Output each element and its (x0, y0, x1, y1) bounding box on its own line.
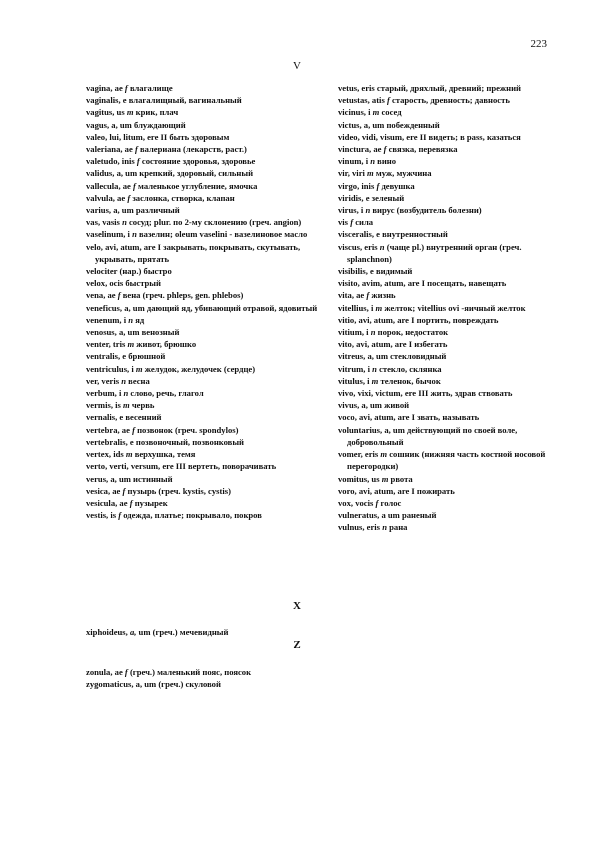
dictionary-entry: vir, viri m муж, мужчина (338, 168, 432, 179)
dictionary-entry: vita, ae f жизнь (338, 290, 396, 301)
section-letter-z: Z (293, 639, 301, 651)
dictionary-entry: visceralis, e внутренностный (338, 229, 448, 240)
dictionary-entry: vivus, a, um живой (338, 400, 410, 411)
section-letter-x: X (293, 600, 301, 612)
column-left (86, 82, 324, 521)
dictionary-entry: valeriana, ae f валериана (лекарств, раст.) (86, 144, 247, 155)
dictionary-entry: vicinus, i m сосед (338, 107, 402, 118)
dictionary-entry: zygomaticus, a, um (греч.) скуловой (86, 679, 221, 690)
dictionary-entry: vitio, avi, atum, are I портить, повреждать (338, 314, 499, 325)
dictionary-entry: ventralis, e брюшной (86, 351, 166, 362)
x-entries (86, 626, 386, 638)
dictionary-entry: vulnus, eris n рана (338, 522, 408, 533)
section-letter-v: V (293, 60, 301, 72)
column-right (338, 82, 558, 534)
dictionary-entry: vas, vasis n сосуд; plur. по 2-му склонению (греч. angion) (86, 217, 302, 228)
dictionary-entry: vitulus, i m теленок, бычок (338, 375, 441, 386)
dictionary-entry: vallecula, ae f маленькое углубление, ямочка (86, 180, 258, 191)
dictionary-entry: vomer, eris m сошник (нижняя часть костной носовой перегородки) (338, 449, 546, 472)
z-entries (86, 666, 386, 690)
dictionary-entry: vox, vocis f голос (338, 497, 402, 508)
dictionary-entry: velociter (нар.) быстро (86, 266, 172, 277)
dictionary-entry: vena, ae f вена (греч. phleps, gen. phlebos) (86, 290, 244, 301)
dictionary-entry: varius, a, um различный (86, 205, 180, 216)
dictionary-entry: vaginalis, e влагалищный, вагинальный (86, 95, 242, 106)
page-number: 223 (530, 38, 547, 50)
dictionary-entry: venenum, i n яд (86, 314, 145, 325)
dictionary-entry: vetus, eris старый, дряхлый, древний; прежний (338, 83, 522, 93)
dictionary-entry: velo, avi, atum, are I закрывать, покрывать, скутывать, укрывать, прятать (86, 241, 301, 264)
dictionary-entry: valetudo, inis f состояние здоровья, здоровье (86, 156, 256, 167)
dictionary-entry: vertebralis, e позвоночный, позвонковый (86, 436, 244, 447)
dictionary-entry: vaselinum, i n вазелин; oleum vaselini - вазелиновое масло (86, 229, 308, 240)
dictionary-entry: vitrum, i n стекло, склянка (338, 363, 442, 374)
dictionary-entry: vermis, is m червь (86, 400, 155, 411)
dictionary-entry: vesica, ae f пузырь (греч. kystis, cystis) (86, 485, 231, 496)
dictionary-entry: vetustas, atis f старость, древность; давность (338, 95, 510, 106)
dictionary-entry: valeo, lui, litum, ere II быть здоровым (86, 131, 230, 142)
dictionary-entry: venosus, a, um венозный (86, 327, 180, 338)
dictionary-entry: vinctura, ae f связка, перевязка (338, 144, 458, 155)
dictionary-entry: valvula, ae f заслонка, створка, клапан (86, 192, 235, 203)
dictionary-entry: ventriculus, i m желудок, желудочек (сердце) (86, 363, 256, 374)
dictionary-entry: verto, verti, versum, ere III вертеть, поворачивать (86, 461, 277, 472)
dictionary-entry: virgo, inis f девушка (338, 180, 415, 191)
dictionary-entry: vitreus, a, um стекловидный (338, 351, 447, 362)
dictionary-entry: venter, tris m живот, брюшко (86, 339, 197, 350)
dictionary-entry: vesicula, ae f пузырек (86, 497, 168, 508)
dictionary-entry: virus, i n вирус (возбудитель болезни) (338, 205, 482, 216)
dictionary-entry: visibilis, e видимый (338, 266, 413, 277)
dictionary-entry: vomitus, us m рвота (338, 473, 413, 484)
dictionary-entry: visito, avim, atum, are I посещать, навещать (338, 278, 507, 289)
dictionary-entry: vis f сила (338, 217, 374, 228)
dictionary-entry: validus, a, um крепкий, здоровый, сильный (86, 168, 254, 179)
dictionary-entry: veneficus, a, um дающий яд, убивающий отравой, ядовитый (86, 302, 318, 313)
dictionary-entry: vernalis, e весенний (86, 412, 162, 423)
dictionary-entry: velox, ocis быстрый (86, 278, 161, 289)
dictionary-entry: vitium, i n порок, недостаток (338, 327, 449, 338)
dictionary-entry: viridis, e зеленый (338, 192, 405, 203)
dictionary-entry: vagina, ae f влагалище (86, 83, 173, 93)
dictionary-entry: voluntarius, a, um действующий по своей воле, добровольный (338, 424, 518, 447)
dictionary-entry: vestis, is f одежда, платье; покрывало, покров (86, 510, 262, 521)
dictionary-entry: verus, a, um истинный (86, 473, 173, 484)
dictionary-entry: vivo, vixi, victum, ere III жить, здрав ствовать (338, 388, 513, 399)
dictionary-entry: xiphoideus, a, um (греч.) мечевидный (86, 627, 229, 637)
dictionary-entry: voco, avi, atum, are I звать, называть (338, 412, 480, 423)
dictionary-entry: video, vidi, visum, ere II видеть; в pass, казаться (338, 131, 521, 142)
dictionary-entry: verbum, i n слово, речь, глагол (86, 388, 204, 399)
dictionary-entry: vinum, i n вино (338, 156, 397, 167)
dictionary-entry: ver, veris n весна (86, 375, 150, 386)
dictionary-entry: vagitus, us m крик, плач (86, 107, 179, 118)
dictionary-entry: victus, a, um побежденный (338, 119, 440, 130)
dictionary-entry: voro, avi, atum, are I пожирать (338, 485, 455, 496)
dictionary-entry: vertebra, ae f позвонок (греч. spondylos) (86, 424, 239, 435)
dictionary-entry: vertex, ids m верхушка, темя (86, 449, 196, 460)
dictionary-entry: viscus, eris n (чаще pl.) внутренний орган (греч. splanchnon) (338, 241, 522, 264)
dictionary-entry: zonula, ae f (греч.) маленький пояс, поясок (86, 667, 252, 677)
dictionary-entry: vulneratus, a um раненый (338, 510, 437, 521)
dictionary-entry: vagus, a, um блуждающий (86, 119, 186, 130)
dictionary-entry: vito, avi, atum, are I избегать (338, 339, 448, 350)
dictionary-entry: vitellius, i m желток; vitellius ovi -яичный желток (338, 302, 526, 313)
